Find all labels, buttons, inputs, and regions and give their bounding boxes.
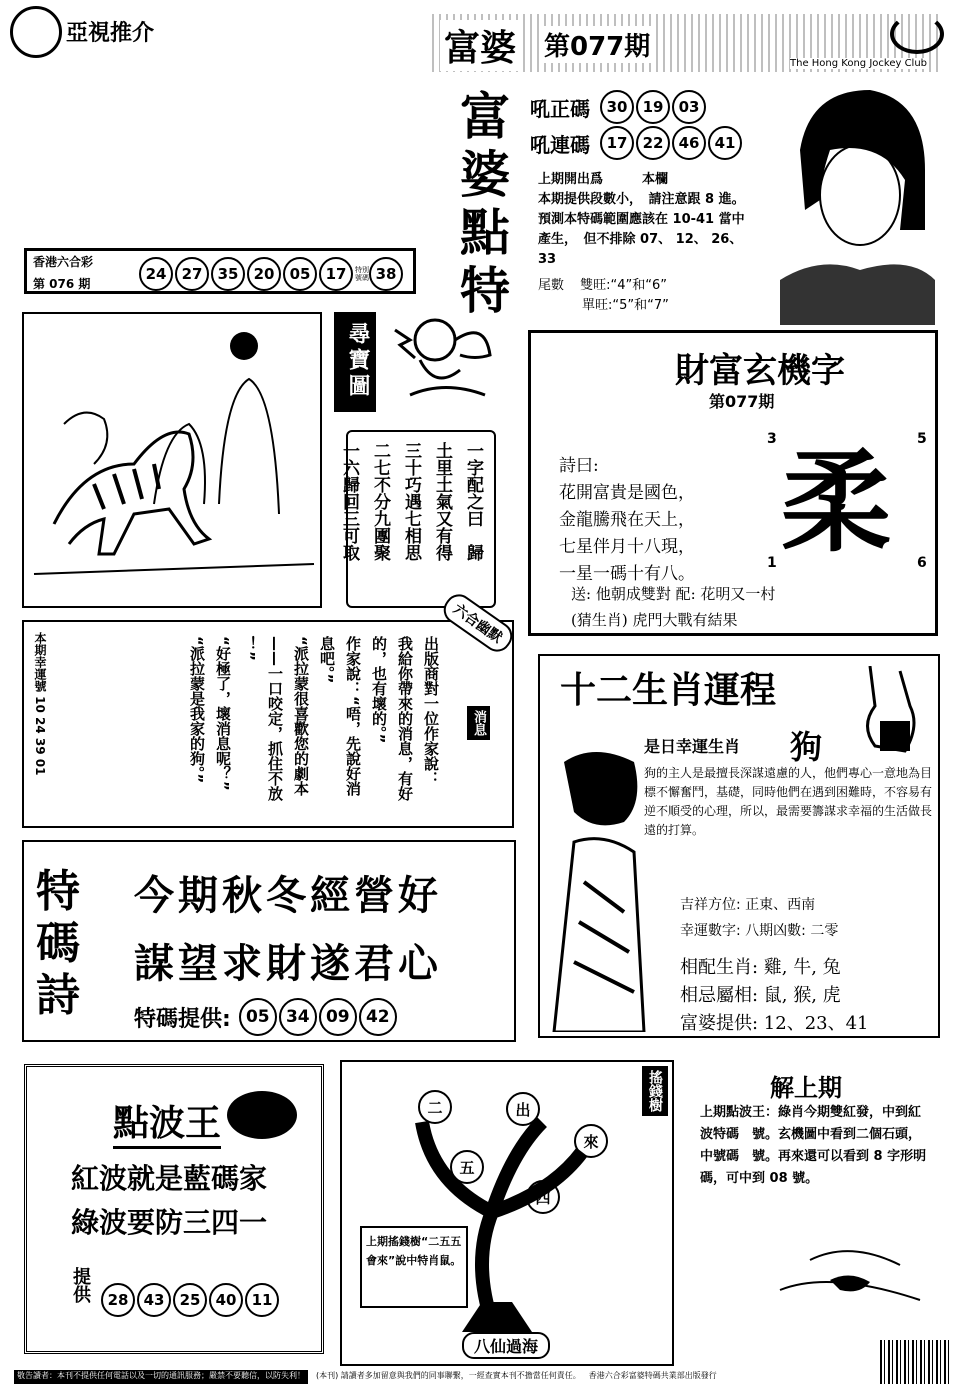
fortune-box [528, 330, 938, 636]
fortune-line1: 送: 他朝成雙對 配: 花明又一村 [571, 585, 776, 603]
link-code-row [530, 126, 744, 160]
wave-line2: 綠波要防三四一 [71, 1206, 268, 1239]
main-code-number: 30 [600, 90, 634, 124]
stone-icon [227, 1091, 297, 1139]
story-line: ！” [240, 636, 258, 661]
zodiac-lucky-label: 是日幸運生肖 [644, 737, 741, 756]
humor-badge: 六合幽默 [438, 589, 517, 657]
zodiac-avoid: 相忌屬相: 鼠, 猴, 虎 [680, 985, 841, 1006]
special-number: 09 [319, 998, 357, 1036]
main-code-row [530, 90, 708, 124]
wave-king-title: 點波王 [113, 1095, 221, 1149]
link-code-number: 22 [636, 126, 670, 160]
notes-line: 本期提供段數小， 請注意跟 8 進。 [538, 192, 745, 207]
woman-photo [544, 742, 654, 1032]
footer-mid: (本刊) 請讀者多加留意與我們的同事聯繫，一經查實本刊不擔當任何責任。 [316, 1371, 581, 1380]
lucky-numbers-side: 本期幸運號 10 24 39 01 [33, 632, 47, 776]
tiger-illustration [24, 314, 320, 606]
last-issue-text: 上期點波王：綠肖今期雙紅發，中到紅波特碼 號。玄機圖中看到二個石頭，中號碼 號。再來還可以看到 8 字形明碼，可中到 08 號。 [700, 1105, 927, 1186]
fortune-num-tl: 3 [767, 431, 777, 447]
humor-story-box [22, 620, 514, 828]
special-number: 05 [239, 998, 277, 1036]
results-issue: 第 076 期 [33, 277, 91, 291]
special-poem-line2: 謀望求財遂君心 [134, 940, 442, 987]
result-number: 35 [211, 257, 245, 291]
footer-bar [14, 1370, 874, 1384]
wave-number: 43 [137, 1283, 171, 1317]
wave-line1: 紅波就是藍碼家 [71, 1162, 268, 1195]
tree-ball: 來 [574, 1124, 608, 1158]
zodiac-info [680, 892, 838, 944]
wave-number: 28 [101, 1283, 135, 1317]
fortune-num-tr: 5 [917, 431, 927, 447]
link-code-number: 17 [600, 126, 634, 160]
portrait-photo [760, 80, 940, 325]
fortune-num-br: 6 [917, 555, 927, 571]
riddle-line: 三十巧遇七相思 [401, 442, 421, 561]
results-label: 香港六合彩 [33, 255, 94, 269]
tree-ball: 四 [526, 1180, 560, 1214]
money-tree-note: 上期搖錢樹“二五五會來”說中特肖鼠。 [360, 1226, 468, 1308]
club-logo-icon [890, 14, 944, 54]
fortune-issue: 第077期 [709, 392, 775, 411]
fortune-num-bl: 1 [767, 555, 777, 571]
story-line: 息吧。” [318, 636, 336, 684]
hand-icon [850, 666, 930, 766]
special-poem-box [22, 840, 516, 1042]
zodiac-provide: 富婆提供: 12、23、41 [680, 1013, 869, 1034]
result-number: 05 [283, 257, 317, 291]
footer-right: 香港六合彩富婆特碼共業部出版發行 [588, 1371, 717, 1380]
page-title: 富婆 [440, 20, 520, 71]
zodiac-title: 十二生肖運程 [560, 669, 777, 711]
footer-left: 敬告讀者：本刊不提供任何電話以及一切的通訊服務；嚴禁不要聽信，以防失利！ [14, 1370, 308, 1384]
riddle-line: 一字配之曰 歸 [463, 442, 483, 561]
zodiac-numbers: 幸運數字: 八期凶數: 二零 [680, 923, 839, 939]
special-number: 38 [369, 257, 403, 291]
tree-ball: 二 [418, 1090, 452, 1124]
zodiac-direction: 吉祥方位: 正東、西南 [680, 897, 816, 913]
special-provide-row [134, 998, 399, 1036]
wave-number: 40 [209, 1283, 243, 1317]
zodiac-info-2 [680, 954, 869, 1038]
fortune-line2: (猜生肖) 虎門大戰有結果 [571, 611, 738, 629]
money-tree-title: 搖錢樹 [642, 1066, 668, 1116]
story-line: 出版商對一位作家說： [422, 636, 440, 786]
treasure-map-picture [22, 312, 322, 608]
last-issue-title: 解上期 [770, 1074, 842, 1102]
wave-provide-label: 提供 [70, 1267, 91, 1303]
zodiac-animal: 狗 [790, 728, 823, 766]
cupid-icon [390, 300, 500, 410]
tail-label: 尾數 [538, 278, 565, 293]
tail-block [538, 276, 669, 316]
special-poem-title: 特碼詩 [36, 866, 80, 1021]
riddle-line: 土里土氣又有得 [432, 442, 452, 561]
notes-line: 33 [538, 252, 557, 267]
story-columns [187, 636, 442, 821]
zodiac-description: 狗的主人是最擅長深謀遠慮的人，他們專心一意地為目標不懈奮鬥，基礎，同時他們在遇到困難時，不容易有逆不順受的心理，所以，最需要籌謀求幸福的生活做長遠的打算。 [644, 766, 933, 837]
riddle-line: 二七不分九團聚 [370, 442, 390, 561]
club-name: The Hong Kong Jockey Club [790, 58, 928, 69]
tree-ball: 出 [506, 1092, 540, 1126]
link-code-number: 41 [708, 126, 742, 160]
results-bar [24, 248, 416, 294]
results-numbers [139, 257, 405, 291]
tail-double: 雙旺:“4”和“6” [580, 278, 668, 293]
story-line: “好極了，壞消息呢？” [214, 636, 232, 791]
notes-line: 產生， 但不排除 07、 12、 26、 [538, 232, 743, 247]
special-number: 42 [359, 998, 397, 1036]
side-title: 富婆點特 [460, 87, 510, 320]
main-code-number: 19 [636, 90, 670, 124]
special-provide-label: 特碼提供: [134, 1006, 231, 1032]
notes-line: 預測本特碼範圍應該在 10-41 當中 [538, 212, 745, 227]
fortune-char: 柔 [781, 438, 891, 567]
main-code-label: 吼正碼 [530, 96, 590, 121]
result-number: 20 [247, 257, 281, 291]
link-code-label: 吼連碼 [530, 132, 590, 157]
treasure-title: 尋寶圖 [345, 322, 370, 400]
story-line: 作家說：“唔，先說好消 [344, 636, 362, 796]
logo [10, 6, 210, 54]
fortune-poem [559, 453, 695, 588]
fortune-poem-line: 一星一碼十有八。 [559, 564, 695, 584]
money-tree-box [340, 1060, 674, 1366]
link-code-number: 46 [672, 126, 706, 160]
riddle-scroll [339, 430, 496, 608]
story-badge2: 消息 [467, 706, 490, 740]
fortune-poem-label: 詩曰: [559, 456, 599, 476]
story-line: “派拉蒙是我家的狗。” [188, 636, 206, 784]
money-tree-caption: 八仙過海 [462, 1332, 550, 1359]
wave-king-box [24, 1064, 324, 1354]
result-number: 17 [319, 257, 353, 291]
zodiac-match: 相配生肖: 雞, 牛, 兔 [680, 957, 841, 978]
story-line: 的，也有壞的。” [370, 636, 388, 744]
wave-number: 25 [173, 1283, 207, 1317]
notes-line: 上期開出爲 本欄 [538, 172, 669, 187]
special-poem-line1: 今期秋冬經營好 [134, 872, 442, 919]
story-line: ——一口咬定，抓住不放 [266, 636, 284, 801]
logo-text: 亞視推介 [66, 21, 155, 46]
landscape-illustration [770, 1210, 930, 1320]
fortune-poem-line: 金龍騰飛在天上， [559, 510, 695, 530]
zodiac-box [538, 654, 940, 1038]
tree-ball: 五 [450, 1150, 484, 1184]
logo-mark-icon [10, 6, 62, 58]
riddle-line: 一六歸回三可取 [339, 442, 359, 561]
wave-number: 11 [245, 1283, 279, 1317]
fortune-poem-line: 七星伴月十八現， [559, 537, 695, 557]
story-line: 我給你帶來的消息，有好 [396, 636, 414, 801]
main-code-number: 03 [672, 90, 706, 124]
special-label: 特別號碼 [355, 266, 369, 282]
fortune-poem-line: 花開富貴是國色， [559, 483, 695, 503]
special-number: 34 [279, 998, 317, 1036]
tail-single: 單旺:“5”和“7” [582, 298, 669, 313]
result-number: 24 [139, 257, 173, 291]
treasure-title-box [334, 312, 376, 412]
wave-numbers [101, 1283, 281, 1317]
riddle-columns [337, 442, 486, 602]
result-number: 27 [175, 257, 209, 291]
barcode-icon [880, 1340, 950, 1384]
issue-number: 第077期 [540, 26, 654, 63]
fortune-title: 財富玄機字 [675, 351, 845, 391]
story-line: “派拉蒙很喜歡您的劇本 [292, 636, 310, 796]
